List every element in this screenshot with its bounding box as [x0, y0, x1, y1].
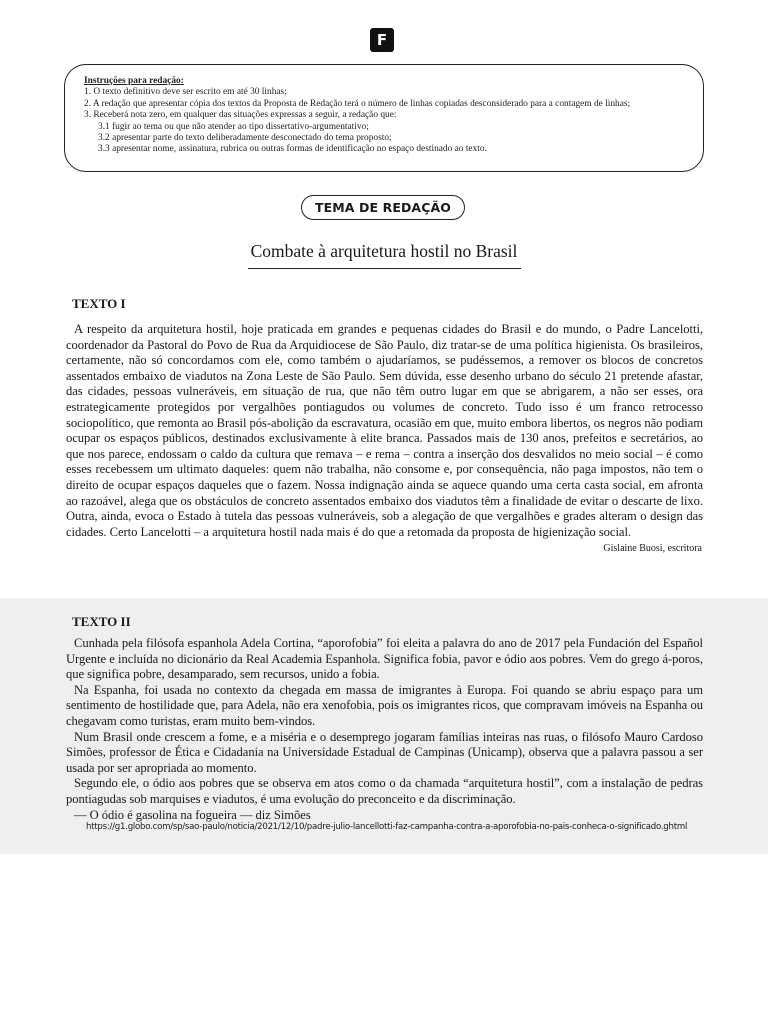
source-link[interactable]: https://g1.globo.com/sp/sao-paulo/noticia/2021/12/10/padre-julio-lancellotti-faz-campanha-contra-a-aporofobia-no-pais-conheca-o-significado.ghtml — [86, 822, 688, 832]
instruction-subitem: 3.2 apresentar parte do texto deliberadamente desconectado do tema proposto; — [98, 133, 392, 144]
texto1-author: Gislaine Buosi, escritora — [603, 543, 702, 554]
texto2-paragraph: Segundo ele, o ódio aos pobres que se observa em atos como o da chamada “arquitetura hostil”, com a instalação de pedras pontiagudas sob marquises e viadutos, é uma evolução do preconceito e da discriminação. — [66, 776, 703, 806]
texto2-quote: — O ódio é gasolina na fogueira — diz Simões — [74, 807, 311, 822]
texto1-heading: TEXTO I — [72, 296, 126, 311]
texto2-heading: TEXTO II — [72, 614, 131, 629]
tema-label: TEMA DE REDAÇÃO — [301, 195, 465, 220]
texto2-body — [66, 636, 703, 823]
instruction-item: 1. O texto definitivo deve ser escrito em até 30 linhas; — [84, 87, 287, 98]
instruction-item: 3. Receberá nota zero, em qualquer das situações expressas a seguir, a redação que: — [84, 110, 397, 121]
instruction-item: 2. A redação que apresentar cópia dos textos da Proposta de Redação terá o número de linhas copiadas desconsiderado para a contagem de linhas; — [84, 98, 631, 109]
texto1-paragraph: A respeito da arquitetura hostil, hoje praticada em grandes e pequenas cidades do Brasil e do mundo, o Padre Lancelotti, coordenador da Pastoral do Povo de Rua da Arquidiocese de São Paulo, diz tratar-se de uma política higienista. Os brasileiros, certamente, não só concordamos com ele, como também o ajudaríamos, se pudéssemos, a remover os blocos de concretos assentados embaixo de viadutos na Zona Leste de São Paulo. Sem dúvida, esse desenho urbano do século 21 pretende afastar, das cidades, pessoas vulneráveis, em situação de rua, que não têm outro lugar em que se abrigarem, a não ser esses, ora estrategicamente protegidos por vergalhões pontiagudos ou volumes de concreto. Tudo isso é um franco retrocesso sociopolítico, que remonta ao Brasil pós-abolição da escravatura, ocasião em que, muito embora libertos, os negros não podiam ocupar os espaços públicos, destinados exclusivamente à elite branca. Passados mais de 130 anos, prefeitos e secretários, ao que nos parece, endossam o caldo da cultura que remava – e rema – contra a inserção dos desvalidos no meio social – é como esses recebessem um ultimato daqueles: quem não trabalha, não consome e, por consequência, não paga impostos, não tem o direito de ocupar espaços daqueles que o fazem. Nossa indignação ainda se aquece quando uma certa casta social, em afronta ao razoável, alega que os obstáculos de concreto assentados embaixo dos viadutos têm a finalidade de evitar o descarte de lixo. Outra, ainda, evoca o Estado à tutela das pessoas vulneráveis, sob a alegação de que vergalhões e grades alteram o design das cidades. Certo Lancelotti – a arquitetura hostil nada mais é do que a retomada da proposta de higienização social. — [66, 322, 703, 539]
instructions-title: Instruções para redação: — [84, 76, 184, 86]
brand-logo: F — [370, 28, 394, 52]
instructions-box — [64, 64, 704, 172]
texto2-paragraph: Cunhada pela filósofa espanhola Adela Cortina, “aporofobia” foi eleita a palavra do ano de 2017 pela Fundación del Español Urgente e incluída no dicionário da Real Academia Espanhola. Significa fobia, pavor e ódio aos pobres. Vem do grego á-poros, que significa pobre, desamparado, sem recursos, unido a fobia. — [66, 636, 703, 682]
instruction-subitem: 3.3 apresentar nome, assinatura, rubrica ou outras formas de identificação no espaço destinado ao texto. — [98, 144, 487, 155]
title-underline — [248, 268, 521, 269]
texto1-body — [66, 322, 703, 540]
texto2-paragraph: Num Brasil onde crescem a fome, e a miséria e o desemprego jogaram famílias inteiras nas ruas, o filósofo Mauro Cardoso Simões, professor de Ética e Cidadania na Universidade Estadual de Campinas (Unicamp), observa que a palavra passou a ser usada por ser apropriada ao momento. — [66, 729, 703, 775]
essay-title: Combate à arquitetura hostil no Brasil — [250, 241, 518, 261]
instruction-subitem: 3.1 fugir ao tema ou que não atender ao tipo dissertativo-argumentativo; — [98, 121, 369, 132]
texto2-paragraph: Na Espanha, foi usada no contexto da chegada em massa de imigrantes à Europa. Foi quando se abriu espaço para um sentimento de hostilidade que, para Adela, não era xenofobia, pois os imigrantes ricos, que compravam imóveis na Espanha ou chegavam como turistas, eram muito bem-vindos. — [66, 682, 703, 728]
